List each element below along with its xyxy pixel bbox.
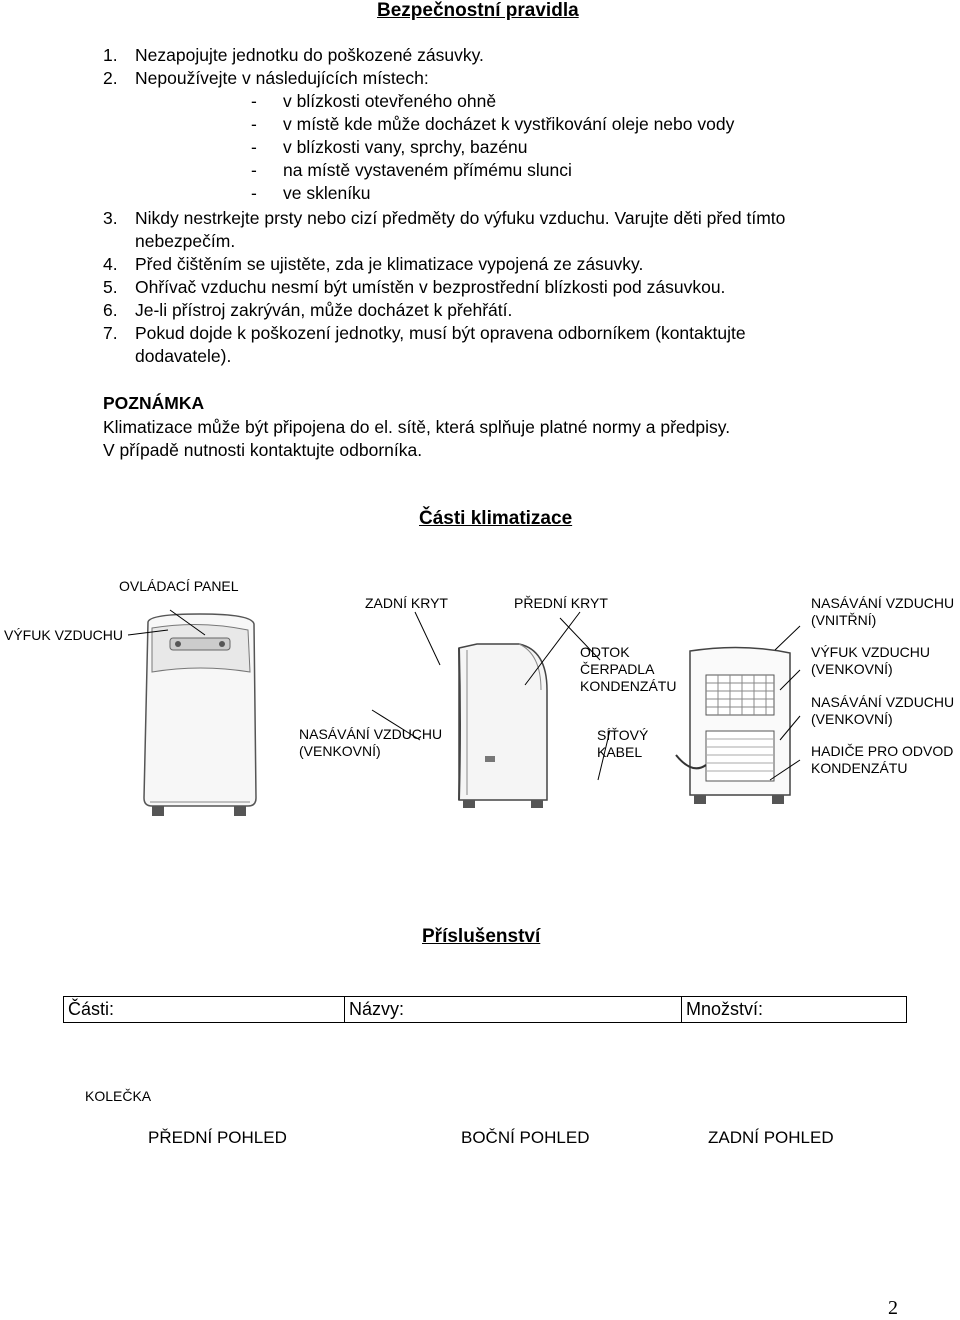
note-line-2: V případě nutnosti kontaktujte odborníka.	[103, 440, 423, 460]
safety-item-2: 2. Nepoužívejte v následujících místech:	[103, 68, 429, 88]
safety-item-3: 3. Nikdy nestrkejte prsty nebo cizí předměty do výfuku vzduchu. Varujte děti před tímto	[103, 208, 786, 228]
label-hoses-2: KONDENZÁTU	[811, 760, 908, 776]
label-back-cover: ZADNÍ KRYT	[365, 595, 448, 611]
label-intake-outer-left-1: NASÁVÁNÍ VZDUCHU	[299, 726, 443, 742]
safety-title: Bezpečnostní pravidla	[377, 0, 579, 21]
safety-item-3-cont: nebezpečím.	[135, 231, 236, 251]
label-side-view: BOČNÍ POHLED	[461, 1128, 590, 1147]
safety-item-6: 6. Je-li přístroj zakrýván, může docházet k přehřátí.	[103, 300, 513, 320]
label-drain-2: ČERPADLA	[580, 661, 655, 677]
label-drain-1: ODTOK	[580, 644, 630, 660]
accessories-title: Příslušenství	[422, 926, 541, 947]
label-front-view: PŘEDNÍ POHLED	[148, 1128, 287, 1147]
label-wheels: KOLEČKA	[85, 1088, 152, 1104]
note-line-1: Klimatizace může být připojena do el. sítě, která splňuje platné normy a předpisy.	[103, 417, 731, 437]
safety-item-4: 4. Před čištěním se ujistěte, zda je klimatizace vypojená ze zásuvky.	[103, 254, 644, 274]
safety-subitem: - ve skleníku	[251, 183, 371, 203]
label-drain-3: KONDENZÁTU	[580, 678, 677, 694]
safety-subitem: - v blízkosti vany, sprchy, bazénu	[251, 137, 528, 157]
label-power-cable-2: KABEL	[597, 744, 643, 760]
label-exhaust-outer-1: VÝFUK VZDUCHU	[811, 644, 931, 660]
label-intake-outer-right-2: (VENKOVNÍ)	[811, 711, 893, 727]
label-control-panel: OVLÁDACÍ PANEL	[119, 578, 239, 594]
label-air-exhaust: VÝFUK VZDUCHU	[4, 627, 124, 643]
label-intake-outer-left-2: (VENKOVNÍ)	[299, 743, 381, 759]
table-header-names: Názvy:	[345, 997, 682, 1023]
table-header-parts: Části:	[64, 997, 345, 1023]
safety-item-1: 1. Nezapojujte jednotku do poškozené zásuvky.	[103, 45, 484, 65]
safety-item-5: 5. Ohřívač vzduchu nesmí být umístěn v bezprostřední blízkosti pod zásuvkou.	[103, 277, 726, 297]
label-power-cable-1: SÍŤOVÝ	[597, 727, 649, 743]
accessories-table	[63, 996, 907, 1023]
label-air-intake-inner-2: (VNITŘNÍ)	[811, 612, 877, 628]
safety-subitem: - v místě kde může docházet k vystřikování oleje nebo vody	[251, 114, 735, 134]
label-hoses-1: HADIČE PRO ODVOD	[811, 743, 954, 759]
safety-item-7-cont: dodavatele).	[135, 346, 232, 366]
safety-subitem: - na místě vystaveném přímému slunci	[251, 160, 572, 180]
table-row	[64, 997, 907, 1023]
parts-title: Části klimatizace	[419, 508, 573, 529]
safety-item-7: 7. Pokud dojde k poškození jednotky, musí být opravena odborníkem (kontaktujte	[103, 323, 746, 343]
label-back-view: ZADNÍ POHLED	[708, 1128, 834, 1147]
label-front-cover: PŘEDNÍ KRYT	[514, 595, 608, 611]
note-title: POZNÁMKA	[103, 393, 205, 413]
safety-subitem: - v blízkosti otevřeného ohně	[251, 91, 497, 111]
label-air-intake-inner-1: NASÁVÁNÍ VZDUCHU	[811, 595, 955, 611]
page-number: 2	[888, 1297, 898, 1319]
label-intake-outer-right-1: NASÁVÁNÍ VZDUCHU	[811, 694, 955, 710]
label-exhaust-outer-2: (VENKOVNÍ)	[811, 661, 893, 677]
table-header-quantity: Množství:	[682, 997, 907, 1023]
